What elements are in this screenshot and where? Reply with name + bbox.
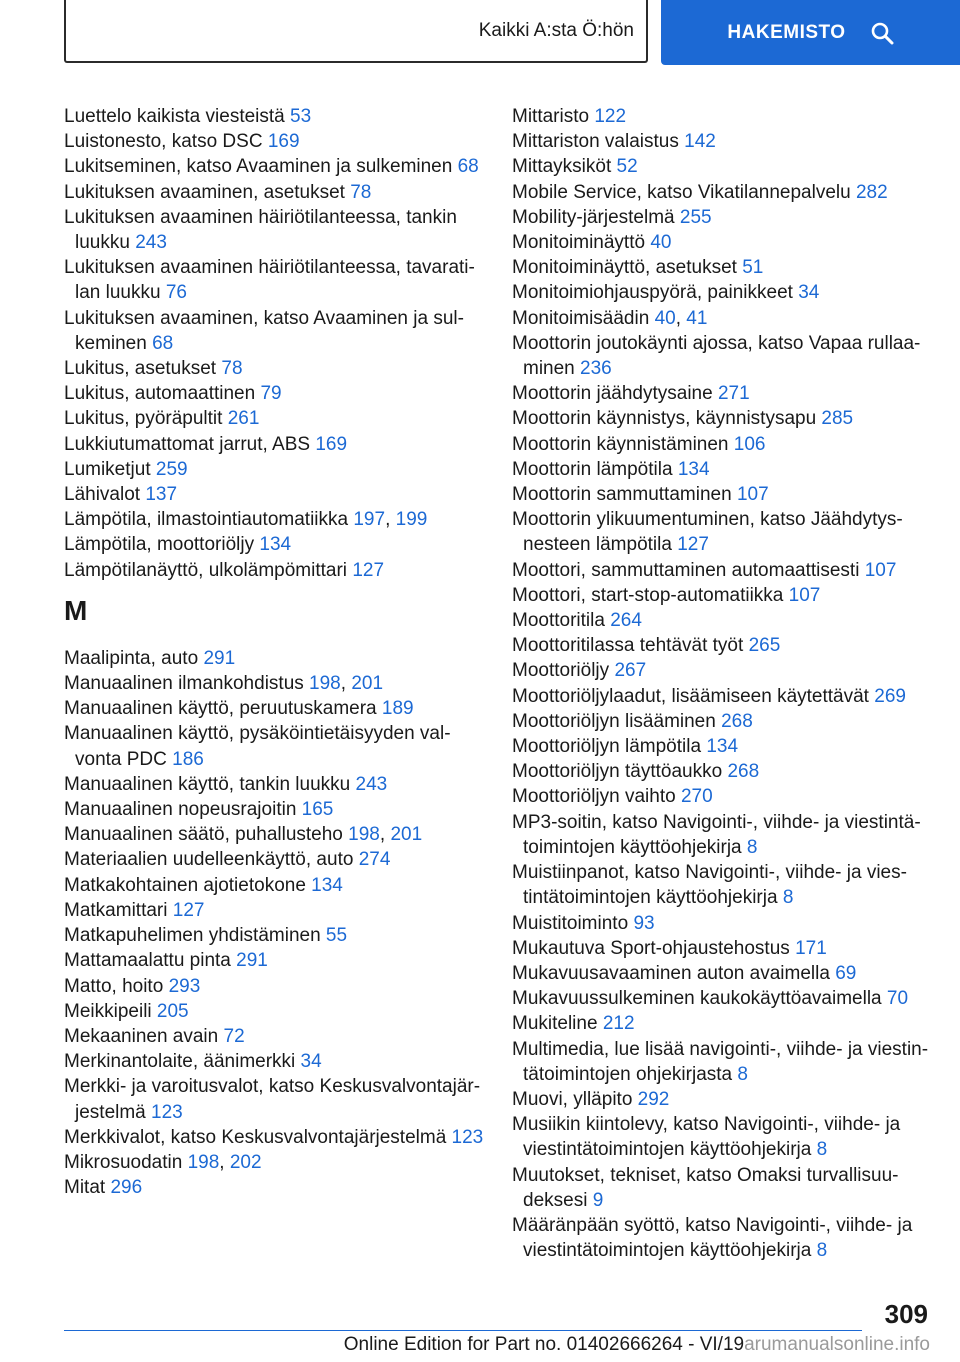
index-entry [512,381,932,406]
page-link[interactable]: 52 [616,156,638,178]
index-entry: Manuaalinen säätö, puhallusteho 198, 201 [64,824,423,846]
index-entry [512,280,932,305]
page-link[interactable]: 243 [355,773,388,795]
section-tab-label: Kaikki A:sta Ö:hön [478,19,634,41]
entry-term: Luistonesto, katso DSC [64,131,263,153]
page-link[interactable]: 79 [260,383,282,405]
page-link[interactable]: 76 [165,282,187,304]
page-link[interactable]: 70 [886,988,909,1010]
page-link[interactable]: 212 [602,1013,635,1035]
index-entry [512,1213,932,1263]
page-link[interactable]: 55 [325,925,348,947]
index-entry [64,482,484,507]
page-link[interactable]: 197 [353,509,386,531]
index-entry [64,1024,484,1049]
page-link[interactable]: 78 [350,181,372,203]
page-link[interactable]: 40 [650,232,672,254]
index-entry [512,583,932,608]
page-link[interactable]: 293 [168,975,201,997]
index-entry [64,154,484,179]
index-entry [64,772,484,797]
page-link[interactable]: 69 [835,962,857,984]
page-link[interactable]: 292 [637,1088,670,1110]
entry-term: Multimedia, lue lisää navigointi-, viihde- ja viestintätoimintojen ohjekirjasta [512,1038,929,1085]
page-link[interactable]: 127 [172,899,205,921]
page-link[interactable]: 201 [390,824,423,846]
page-link[interactable]: 291 [236,950,268,972]
page-link[interactable]: 199 [395,509,428,531]
entry-term: Mitat [64,1177,106,1199]
page-link[interactable]: 40 [654,307,676,329]
page-link[interactable]: 34 [300,1051,322,1073]
page-link[interactable]: 189 [381,698,414,720]
page-link[interactable]: 282 [855,181,888,203]
page-link[interactable]: 68 [457,156,479,178]
entry-term: MP3-soitin, katso Navigointi-, viihde- ja viestintätoimintojen käyttöohjekirja [512,811,921,858]
page-link[interactable]: 8 [782,887,794,909]
page-link[interactable]: 68 [152,332,174,354]
page-link[interactable]: 243 [135,232,167,254]
index-entry [512,104,932,129]
index-entry [64,847,484,872]
index-entry: Manuaalinen ilmankohdistus 198, 201 [64,673,384,695]
entry-term: Mattamaalattu pinta [64,950,231,972]
index-entry [64,180,484,205]
search-icon[interactable] [870,21,894,45]
page-link[interactable]: 107 [788,584,821,606]
index-tab[interactable] [661,0,960,65]
entry-term: Merkki- ja varoitusvalot, katso Keskusvalvontajärjestelmä [64,1076,481,1123]
index-entry [512,1087,932,1112]
index-entry [64,1125,484,1150]
entry-term: Mittayksiköt [512,156,612,178]
index-entry [64,974,484,999]
index-entry [512,1011,932,1036]
page-link[interactable]: 41 [686,307,708,329]
page-link[interactable]: 8 [816,1240,828,1262]
entry-term: Lämpötila, ilmastointiautomatiikka [64,509,349,531]
index-entry [512,759,932,784]
page-link[interactable]: 127 [352,559,385,581]
page-link[interactable]: 171 [795,937,827,959]
entry-term: Moottorin lämpötila [512,458,673,480]
page-link[interactable]: 264 [610,610,642,632]
entry-term: Matto, hoito [64,975,164,997]
page-link[interactable]: 134 [259,534,292,556]
index-entry [64,432,484,457]
page-link[interactable]: 285 [821,408,854,430]
section-tab-a-to-o[interactable] [64,0,648,63]
index-entry [512,684,932,709]
entry-term: Moottorin jäähdytysaine [512,383,713,405]
page-link[interactable]: 296 [110,1177,143,1199]
entry-term: Lukituksen avaaminen häiriötilanteessa, tavaratilan luukku [64,257,475,304]
index-entry [64,558,484,583]
index-entry [64,1049,484,1074]
page-link[interactable]: 137 [145,484,178,506]
page-link[interactable]: 291 [203,647,236,669]
entry-term: Merkinantolaite, äänimerkki [64,1051,296,1073]
entry-term: Muovi, ylläpito [512,1088,633,1110]
index-entry [512,709,932,734]
entry-term: Materiaalien uudelleenkäyttö, auto [64,849,354,871]
entry-term: Mittaristo [512,106,590,127]
watermark-text: arumanualsonline.info [744,1334,930,1355]
index-entry [64,129,484,154]
entry-list-l [64,104,484,583]
entry-term: Moottoriöljylaadut, lisäämiseen käytettävät [512,685,869,707]
index-entry [512,911,932,936]
entry-term: Moottorin käynnistys, käynnistysapu [512,408,817,430]
index-entry [64,532,484,557]
page-link[interactable]: 123 [151,1101,183,1123]
entry-term: Moottoriöljyn lisääminen [512,710,716,732]
index-entry [512,961,932,986]
page-link[interactable]: 201 [351,673,384,695]
entry-term: Matkakohtainen ajotietokone [64,874,306,896]
index-entry [512,154,932,179]
entry-term: Matkamittari [64,899,168,921]
page-link[interactable]: 127 [677,534,709,556]
entry-term: Mobility-järjestelmä [512,206,675,228]
index-column-left [64,104,484,1200]
index-entry [512,734,932,759]
index-entry: Mikrosuodatin 198, 202 [64,1151,262,1173]
page-link[interactable]: 186 [172,748,204,770]
index-entry [64,999,484,1024]
entry-term: Lukitus, automaattinen [64,383,256,405]
index-entry [64,406,484,431]
entry-term: Muistiinpanot, katso Navigointi-, viihde- ja viestintätoimintojen käyttöohjekirja [512,862,907,909]
index-entry [64,898,484,923]
index-entry [64,1175,484,1200]
page-link[interactable]: 268 [721,710,753,732]
entry-term: Muutokset, tekniset, katso Omaksi turvallisuudeksesi [512,1164,899,1211]
entry-term: Mikrosuodatin [64,1151,183,1173]
index-entry [64,923,484,948]
index-entry [512,558,932,583]
page-link[interactable]: 106 [733,433,766,455]
index-entry [512,457,932,482]
entry-term: Lukitus, pyöräpultit [64,408,223,430]
page-link[interactable]: 72 [223,1025,245,1047]
entry-term: Mukavuusavaaminen auton avaimella [512,962,830,984]
entry-list-m-continued [512,104,932,1263]
entry-term: Moottorin joutokäynti ajossa, katso Vapaa rullaaminen [512,332,921,380]
index-entry [512,129,932,154]
page-link[interactable]: 198 [187,1151,220,1173]
page-link[interactable]: 169 [315,433,348,455]
index-entry [512,205,932,230]
entry-term: Musiikin kiintolevy, katso Navigointi-, viihde- ja viestintätoimintojen käyttöohjekirja [512,1114,901,1161]
entry-term: Manuaalinen käyttö, pysäköintietäisyyden valvonta PDC [64,723,451,770]
index-entry [512,482,932,507]
page-number: 309 [884,1299,928,1329]
footer-rule [64,1330,862,1331]
entry-term: Lukituksen avaaminen, asetukset [64,181,345,203]
index-entry: Monitoimisäädin 40, 41 [512,307,708,329]
page-link[interactable]: 267 [614,660,647,682]
index-entry [64,873,484,898]
entry-term: Lumiketjut [64,458,151,480]
page-link[interactable]: 107 [736,484,769,506]
index-entry [512,986,932,1011]
index-entry [64,797,484,822]
index-entry [512,633,932,658]
entry-term: Lukitseminen, katso Avaaminen ja sulkeminen [64,156,453,178]
page-link[interactable]: 205 [156,1000,189,1022]
entry-term: Moottori, sammuttaminen automaattisesti [512,559,860,581]
index-column-right [512,104,932,1263]
page-link[interactable]: 34 [798,282,820,304]
page-link[interactable]: 122 [594,106,627,127]
entry-term: Lukitus, asetukset [64,358,217,380]
entry-term: Moottoritila [512,610,605,632]
index-entry: Lämpötila, ilmastointiautomatiikka 197, 199 [64,509,428,531]
index-tab-label: HAKEMISTO [727,21,846,43]
page-link[interactable]: 274 [358,849,391,871]
entry-term: Moottoritilassa tehtävät työt [512,635,744,657]
entry-term: Moottoriöljy [512,660,610,682]
page-link[interactable]: 269 [874,685,906,707]
entry-term: Muistitoiminto [512,912,629,934]
entry-term: Mukiteline [512,1013,598,1035]
entry-term: Manuaalinen nopeusrajoitin [64,799,297,821]
entry-term: Moottorin ylikuumentuminen, katso Jäähdytysnesteen lämpötila [512,509,903,556]
page-link[interactable]: 169 [267,131,300,153]
page-link[interactable]: 271 [717,383,750,405]
index-entry [64,306,484,356]
page-link[interactable]: 255 [679,206,712,228]
index-entry [64,104,484,129]
entry-term: Monitoiminäyttö, asetukset [512,257,737,279]
page-link[interactable]: 134 [706,736,739,758]
entry-term: Mukautuva Sport-ohjaustehostus [512,937,790,959]
entry-list-m [64,646,484,1200]
section-letter-m: M [64,594,88,626]
entry-term: Mittariston valaistus [512,131,679,153]
footer-edition [64,1334,930,1356]
page-link[interactable]: 53 [290,106,312,127]
page-link[interactable]: 268 [727,761,760,783]
index-entry [512,331,932,381]
page-link[interactable]: 8 [746,836,758,858]
entry-term: Moottoriöljyn vaihto [512,786,676,808]
page-link[interactable]: 51 [742,257,764,279]
page-link[interactable]: 9 [592,1189,604,1211]
entry-term: Lämpötila, moottoriöljy [64,534,255,556]
entry-term: Lukituksen avaaminen häiriötilanteessa, tankin luukku [64,206,457,254]
entry-term: Manuaalinen käyttö, tankin luukku [64,773,351,795]
entry-term: Manuaalinen ilmankohdistus [64,673,304,695]
page-link[interactable]: 270 [680,786,713,808]
entry-term: Monitoimisäädin [512,307,650,329]
entry-term: Lukituksen avaaminen, katso Avaaminen ja sulkeminen [64,307,464,354]
index-entry [64,255,484,305]
index-entry [512,507,932,557]
entry-term: Lämpötilanäyttö, ulkolämpömittari [64,559,348,581]
entry-term: Monitoiminäyttö [512,232,646,254]
page-link[interactable]: 8 [737,1063,748,1085]
index-entry [64,696,484,721]
index-entry [512,180,932,205]
entry-term: Mekaaninen avain [64,1025,219,1047]
entry-term: Luettelo kaikista viesteistä [64,106,285,127]
index-entry [512,432,932,457]
entry-term: Moottori, start-stop-automatiikka [512,584,784,606]
entry-term: Moottorin sammuttaminen [512,484,732,506]
entry-term: Monitoimiohjauspyörä, painikkeet [512,282,793,304]
entry-term: Mobile Service, katso Vikatilannepalvelu [512,181,851,203]
page-link[interactable]: 134 [677,458,710,480]
entry-term: Matkapuhelimen yhdistäminen [64,925,321,947]
page-link[interactable]: 236 [580,358,612,380]
index-entry [512,810,932,860]
page-link[interactable]: 198 [309,673,341,695]
index-entry [512,406,932,431]
page-link[interactable]: 265 [748,635,781,657]
entry-term: Lukkiutumattomat jarrut, ABS [64,433,311,455]
entry-term: Moottorin käynnistäminen [512,433,729,455]
entry-term: Määränpään syöttö, katso Navigointi-, viihde- ja viestintätoimintojen käyttöohjekirja [512,1214,913,1262]
page-link[interactable]: 198 [348,824,380,846]
index-entry [512,860,932,910]
index-entry [512,784,932,809]
index-entry [512,608,932,633]
page-link[interactable]: 8 [816,1139,828,1161]
index-entry [512,658,932,683]
entry-term: Meikkipeili [64,1000,152,1022]
entry-term: Manuaalinen käyttö, peruutuskamera [64,698,377,720]
entry-term: Maalipinta, auto [64,647,199,669]
index-entry [64,948,484,973]
index-entry [512,936,932,961]
index-entry [64,205,484,255]
page-link[interactable]: 142 [684,131,716,153]
entry-term: Manuaalinen säätö, puhallusteho [64,824,343,846]
page-link[interactable]: 259 [155,458,188,480]
page-link[interactable]: 261 [227,408,260,430]
entry-term: Lähivalot [64,484,141,506]
index-entry [64,721,484,771]
index-entry [64,381,484,406]
index-entry [64,1074,484,1124]
entry-term: Mukavuussulkeminen kaukokäyttöavaimella [512,988,882,1010]
page-link[interactable]: 123 [451,1126,484,1148]
page-link[interactable]: 78 [221,358,243,380]
index-entry [512,1163,932,1213]
entry-term: Moottoriöljyn täyttöaukko [512,761,723,783]
edition-text: Online Edition for Part no. 01402666264 - VI/19 [343,1334,745,1355]
index-entry [512,1112,932,1162]
page-link[interactable]: 202 [229,1151,262,1173]
entry-term: Merkkivalot, katso Keskusvalvontajärjestelmä [64,1126,447,1148]
index-entry [512,255,932,280]
page-link[interactable]: 134 [311,874,343,896]
index-entry [512,230,932,255]
index-entry [64,646,484,671]
index-entry [64,356,484,381]
index-entry [512,1037,932,1087]
page-link[interactable]: 107 [864,559,897,581]
page-link[interactable]: 93 [633,912,655,934]
page-link[interactable]: 165 [301,799,334,821]
index-entry [64,457,484,482]
entry-term: Moottoriöljyn lämpötila [512,736,702,758]
